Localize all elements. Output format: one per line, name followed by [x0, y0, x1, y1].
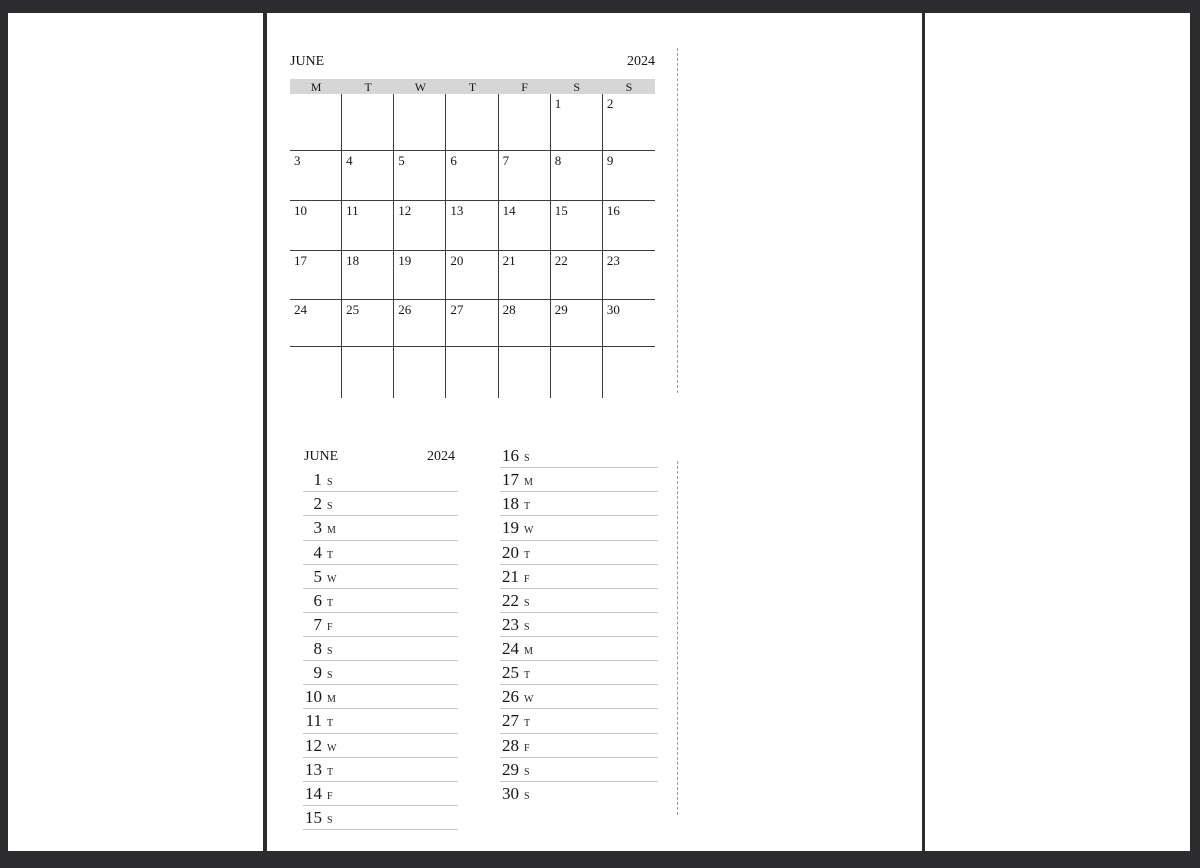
- day-cell: [394, 94, 446, 151]
- day-cell: 5: [394, 151, 446, 201]
- daily-entry-row: [500, 492, 658, 516]
- entry-day-number: 28: [502, 735, 519, 755]
- daily-entries-16-30: [500, 444, 658, 806]
- entry-day-number: 4: [313, 542, 322, 562]
- entry-weekday-letter: S: [327, 501, 333, 513]
- entry-weekday-letter: T: [327, 766, 334, 778]
- daily-entry-row: [500, 589, 658, 613]
- daily-entry-row: [500, 613, 658, 637]
- entry-weekday-letter: S: [327, 814, 333, 826]
- entry-day-number: 7: [313, 614, 322, 634]
- day-cell: 12: [394, 201, 446, 251]
- perforation-dashed-line-bottom: [677, 461, 678, 815]
- entry-weekday-letter: T: [327, 549, 334, 561]
- day-cell: 27: [446, 300, 498, 347]
- entry-weekday-letter: S: [524, 621, 530, 633]
- entry-day-number: 18: [502, 494, 519, 514]
- entry-weekday-letter: M: [327, 694, 336, 706]
- entry-weekday-letter: T: [327, 597, 334, 609]
- daily-entry-row: [500, 637, 658, 661]
- day-cell: 8: [551, 151, 603, 201]
- day-cell: [603, 347, 655, 398]
- daily-entry-row: [303, 734, 458, 758]
- daily-entry-row: [500, 709, 658, 733]
- left-blank-page: [8, 13, 263, 851]
- daily-entry-row: [303, 492, 458, 516]
- entry-day-number: 27: [502, 711, 519, 731]
- day-cell: 18: [342, 251, 394, 300]
- entry-weekday-letter: M: [327, 525, 336, 537]
- day-cell: 17: [290, 251, 342, 300]
- day-cell: 24: [290, 300, 342, 347]
- day-cell: 25: [342, 300, 394, 347]
- day-cell: 21: [499, 251, 551, 300]
- daily-entry-row: [500, 758, 658, 782]
- entry-weekday-letter: M: [524, 646, 533, 657]
- day-cell: [290, 94, 342, 151]
- daily-entry-row: [303, 685, 458, 709]
- entry-weekday-letter: T: [524, 670, 531, 682]
- day-cell: 10: [290, 201, 342, 251]
- weekday-header: S: [573, 80, 581, 94]
- daily-entry-row: [500, 468, 658, 492]
- daily-list-left-column: [303, 444, 458, 830]
- entry-weekday-letter: T: [524, 549, 531, 561]
- perforation-dashed-line-top: [677, 48, 678, 393]
- day-cell: 2: [603, 94, 655, 151]
- day-cell: [446, 347, 498, 398]
- day-cell: 26: [394, 300, 446, 347]
- entry-weekday-letter: S: [524, 597, 530, 609]
- entry-day-number: 14: [305, 783, 322, 803]
- entry-weekday-letter: F: [327, 621, 333, 633]
- daily-entry-row: [303, 468, 458, 492]
- entry-day-number: 20: [502, 542, 519, 562]
- daily-entry-row: [303, 589, 458, 613]
- weekday-header: F: [521, 80, 528, 94]
- daily-entries-1-15: [303, 468, 458, 830]
- day-cell: [551, 347, 603, 398]
- weekday-header-band: [290, 79, 655, 94]
- entry-day-number: 5: [313, 566, 322, 586]
- daily-entry-row: [303, 709, 458, 733]
- weekday-header: T: [468, 80, 477, 94]
- entry-day-number: 9: [313, 663, 322, 683]
- day-cell: 6: [446, 151, 498, 201]
- day-cell: 1: [551, 94, 603, 151]
- daily-entry-row: [303, 516, 458, 540]
- entry-day-number: 10: [305, 687, 322, 707]
- day-cell: 13: [446, 201, 498, 251]
- day-cell: 19: [394, 251, 446, 300]
- day-cell: [446, 94, 498, 151]
- entry-day-number: 2: [313, 494, 322, 514]
- entry-day-number: 24: [502, 639, 519, 658]
- weekday-header: W: [414, 80, 427, 94]
- month-title: JUNE: [290, 54, 325, 69]
- day-cell: 4: [342, 151, 394, 201]
- day-cell: 11: [342, 201, 394, 251]
- entry-weekday-letter: S: [524, 453, 530, 464]
- day-cell: 7: [499, 151, 551, 201]
- entry-weekday-letter: F: [524, 742, 530, 754]
- daily-list-right-column: [500, 444, 658, 806]
- entry-weekday-letter: S: [327, 477, 333, 489]
- entry-weekday-letter: T: [327, 718, 334, 730]
- day-cell: [342, 347, 394, 398]
- day-cell: [394, 347, 446, 398]
- day-cell: 20: [446, 251, 498, 300]
- weekday-header: M: [310, 80, 322, 94]
- entry-day-number: 13: [305, 759, 322, 779]
- entry-weekday-letter: F: [524, 573, 530, 585]
- monthly-calendar-grid: [290, 94, 655, 398]
- entry-day-number: 21: [502, 566, 519, 586]
- entry-weekday-letter: T: [524, 718, 531, 730]
- entry-day-number: 25: [502, 663, 519, 683]
- entry-day-number: 29: [502, 759, 519, 779]
- daily-entry-row: [303, 541, 458, 565]
- day-cell: 9: [603, 151, 655, 201]
- daily-entry-row: [303, 661, 458, 685]
- day-cell: 3: [290, 151, 342, 201]
- entry-weekday-letter: S: [524, 766, 530, 778]
- daily-entry-row: [500, 661, 658, 685]
- daily-entry-row: [500, 565, 658, 589]
- daily-entry-row: [500, 541, 658, 565]
- entry-day-number: 12: [305, 735, 322, 755]
- daily-list-header: [303, 444, 458, 468]
- list-month-title: JUNE: [304, 449, 339, 465]
- monthly-calendar-header: [290, 52, 655, 72]
- entry-day-number: 23: [502, 614, 519, 634]
- daily-entry-row: [500, 516, 658, 540]
- year-title: 2024: [627, 54, 655, 69]
- day-cell: 23: [603, 251, 655, 300]
- day-cell: 29: [551, 300, 603, 347]
- entry-day-number: 30: [502, 783, 519, 803]
- daily-entry-row: [303, 806, 458, 830]
- day-cell: 16: [603, 201, 655, 251]
- day-cell: 15: [551, 201, 603, 251]
- entry-weekday-letter: S: [327, 670, 333, 682]
- entry-weekday-letter: F: [327, 790, 333, 802]
- entry-weekday-letter: M: [524, 477, 533, 489]
- entry-day-number: 26: [502, 687, 519, 707]
- right-blank-page: [925, 13, 1190, 851]
- daily-entry-row: [500, 444, 658, 468]
- entry-day-number: 17: [502, 470, 519, 490]
- day-cell: [499, 94, 551, 151]
- entry-day-number: 6: [313, 590, 322, 610]
- daily-entry-row: [303, 613, 458, 637]
- weekday-header: S: [625, 80, 633, 94]
- entry-weekday-letter: W: [327, 573, 337, 585]
- calendar-page: [267, 13, 922, 851]
- daily-entry-row: [500, 734, 658, 758]
- entry-day-number: 19: [502, 518, 519, 538]
- day-cell: 28: [499, 300, 551, 347]
- day-cell: 30: [603, 300, 655, 347]
- daily-entry-row: [500, 685, 658, 709]
- entry-day-number: 8: [313, 639, 322, 658]
- entry-day-number: 15: [305, 807, 322, 827]
- day-cell: [290, 347, 342, 398]
- daily-entry-row: [500, 782, 658, 806]
- entry-weekday-letter: W: [524, 694, 534, 706]
- daily-entry-row: [303, 758, 458, 782]
- entry-day-number: 16: [502, 446, 519, 465]
- list-year-title: 2024: [427, 449, 455, 465]
- day-cell: 22: [551, 251, 603, 300]
- weekday-header: T: [364, 80, 372, 94]
- daily-entry-row: [303, 782, 458, 806]
- daily-entry-row: [303, 565, 458, 589]
- day-cell: [342, 94, 394, 151]
- day-cell: 14: [499, 201, 551, 251]
- daily-entry-row: [303, 637, 458, 661]
- entry-weekday-letter: S: [524, 790, 530, 802]
- entry-weekday-letter: W: [327, 742, 337, 754]
- entry-day-number: 22: [502, 590, 519, 610]
- entry-day-number: 11: [305, 711, 322, 731]
- entry-day-number: 3: [313, 518, 322, 538]
- entry-day-number: 1: [313, 470, 322, 490]
- entry-weekday-letter: W: [524, 525, 534, 537]
- entry-weekday-letter: S: [327, 646, 333, 657]
- entry-weekday-letter: T: [524, 501, 531, 513]
- day-cell: [499, 347, 551, 398]
